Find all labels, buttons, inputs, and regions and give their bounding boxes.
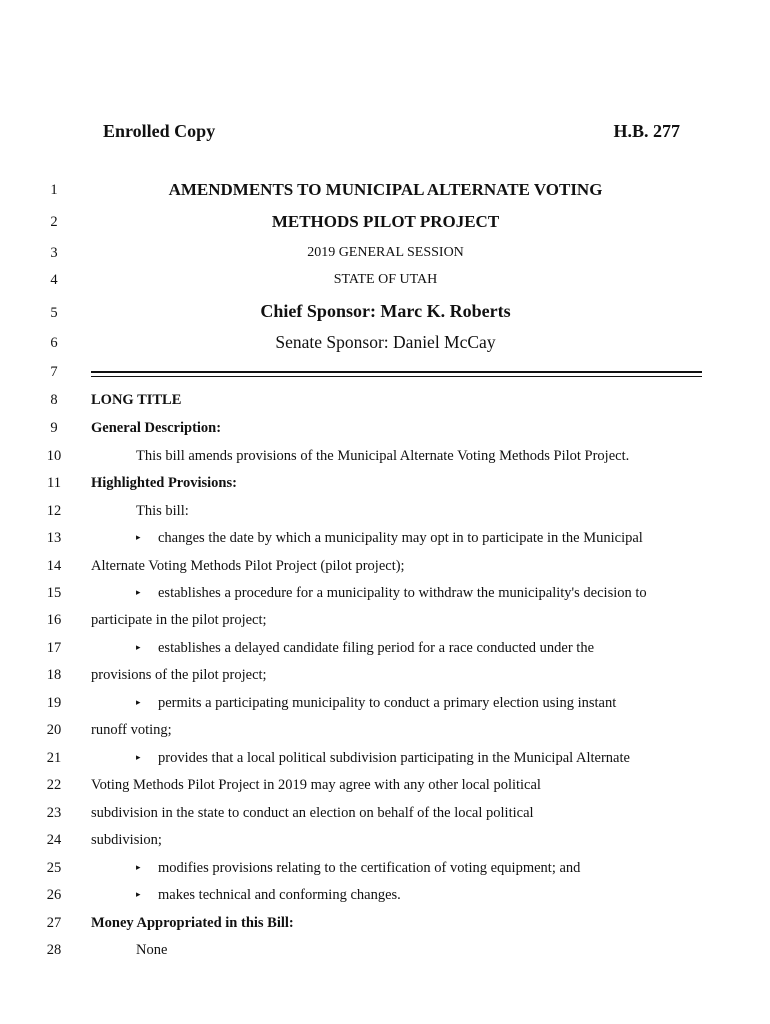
provision-item — [91, 750, 680, 767]
provision-item — [91, 860, 680, 877]
double-rule-top — [91, 371, 702, 373]
line-number: 18 — [46, 667, 62, 683]
line-number: 10 — [46, 448, 62, 464]
provision-continuation: Voting Methods Pilot Project in 2019 may agree with any other local political — [91, 777, 541, 793]
provision-continuation: subdivision; — [91, 832, 162, 848]
provision-item — [91, 640, 680, 657]
double-rule-bottom — [91, 376, 702, 377]
line-number: 11 — [47, 475, 61, 491]
line-number: 22 — [46, 777, 62, 793]
line-number: 8 — [50, 392, 58, 408]
provision-text: permits a participating municipality to conduct a primary election using instant — [158, 695, 617, 711]
provision-item — [91, 585, 680, 602]
line-number: 9 — [50, 420, 58, 436]
provision-item — [91, 887, 680, 904]
provision-item — [91, 530, 680, 547]
state-label: STATE OF UTAH — [333, 272, 438, 287]
long-title-heading: LONG TITLE — [91, 392, 182, 408]
line-number: 21 — [46, 750, 62, 766]
this-bill-intro: This bill: — [136, 503, 189, 519]
line-number: 15 — [46, 585, 62, 601]
line-number: 16 — [46, 612, 62, 628]
bullet-icon: ▸ — [136, 697, 141, 707]
bullet-icon: ▸ — [136, 587, 141, 597]
provision-continuation: participate in the pilot project; — [91, 612, 267, 628]
bill-title-line-1: AMENDMENTS TO MUNICIPAL ALTERNATE VOTING — [168, 180, 603, 199]
provision-continuation: runoff voting; — [91, 722, 172, 738]
line-number: 19 — [46, 695, 62, 711]
bullet-icon: ▸ — [136, 862, 141, 872]
provision-text: makes technical and conforming changes. — [158, 887, 401, 903]
line-number: 20 — [46, 722, 62, 738]
bullet-icon: ▸ — [136, 642, 141, 652]
line-number: 27 — [46, 915, 62, 931]
provision-continuation: subdivision in the state to conduct an election on behalf of the local political — [91, 805, 534, 821]
line-number: 6 — [50, 335, 58, 351]
enrolled-copy-label: Enrolled Copy — [103, 121, 216, 141]
highlighted-provisions-heading: Highlighted Provisions: — [91, 475, 237, 491]
general-description-heading: General Description: — [91, 420, 222, 436]
provision-continuation: Alternate Voting Methods Pilot Project (pilot project); — [91, 558, 405, 574]
line-number: 4 — [50, 272, 58, 288]
line-number: 24 — [46, 832, 62, 848]
line-number: 14 — [46, 558, 62, 574]
line-number: 2 — [50, 214, 58, 230]
line-number: 25 — [46, 860, 62, 876]
provision-continuation: provisions of the pilot project; — [91, 667, 267, 683]
line-number: 13 — [46, 530, 62, 546]
session-label: 2019 GENERAL SESSION — [307, 245, 464, 260]
bill-title-line-2: METHODS PILOT PROJECT — [271, 212, 500, 231]
provision-item — [91, 695, 680, 712]
line-number: 12 — [46, 503, 62, 519]
provision-text: changes the date by which a municipality may opt in to participate in the Municipal — [158, 530, 643, 546]
bullet-icon: ▸ — [136, 752, 141, 762]
provision-text: establishes a delayed candidate filing period for a race conducted under the — [158, 640, 595, 656]
bullet-icon: ▸ — [136, 889, 141, 899]
senate-sponsor: Senate Sponsor: Daniel McCay — [275, 332, 496, 352]
chief-sponsor: Chief Sponsor: Marc K. Roberts — [260, 301, 511, 321]
money-appropriated-heading: Money Appropriated in this Bill: — [91, 915, 294, 931]
line-number: 26 — [46, 887, 62, 903]
line-number: 3 — [50, 245, 58, 261]
line-number: 1 — [50, 182, 58, 198]
general-description-text: This bill amends provisions of the Municipal Alternate Voting Methods Pilot Project. — [136, 448, 630, 464]
line-number: 17 — [46, 640, 62, 656]
provision-text: provides that a local political subdivision participating in the Municipal Alternate — [158, 750, 630, 766]
provision-text: establishes a procedure for a municipality to withdraw the municipality's decision to — [158, 585, 647, 601]
bullet-icon: ▸ — [136, 532, 141, 542]
line-number: 7 — [50, 364, 58, 380]
provision-text: modifies provisions relating to the certification of voting equipment; and — [158, 860, 581, 876]
money-appropriated-value: None — [136, 942, 168, 958]
line-number: 5 — [50, 305, 58, 321]
line-number: 23 — [46, 805, 62, 821]
bill-number: H.B. 277 — [613, 121, 680, 141]
line-number: 28 — [46, 942, 62, 958]
